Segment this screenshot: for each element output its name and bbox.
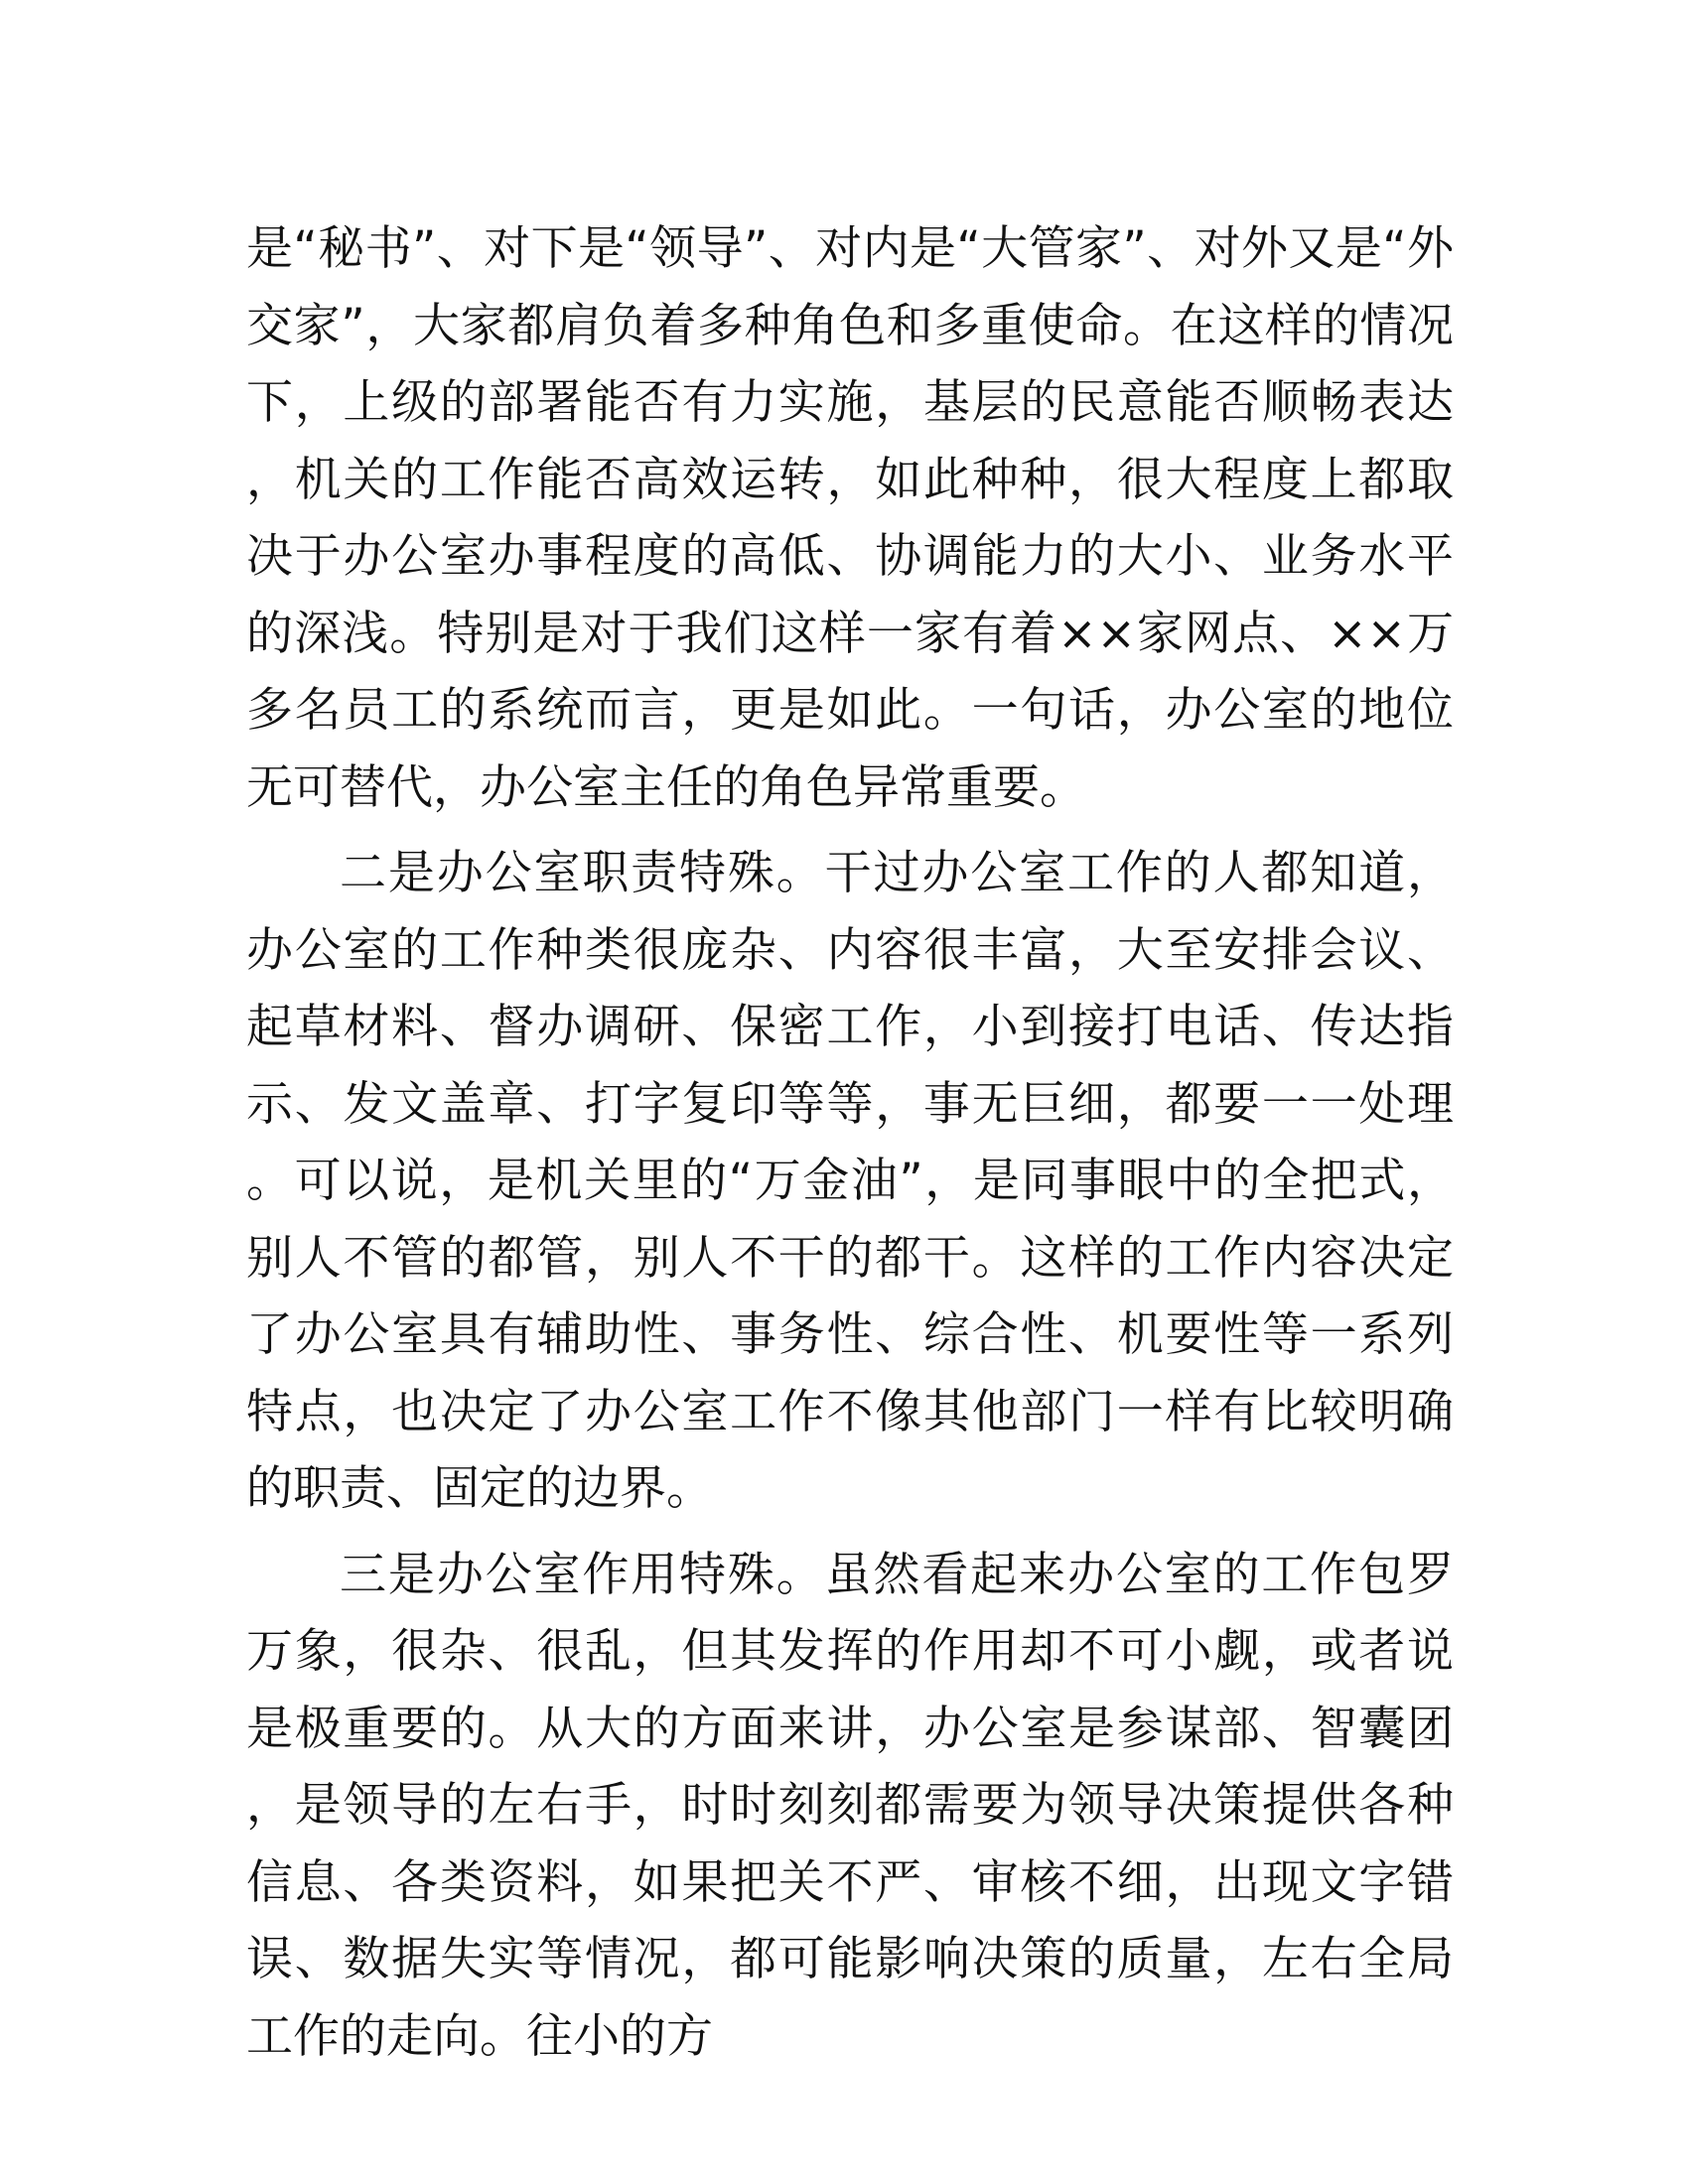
- document-body: [246, 210, 1454, 2075]
- paragraph-duties: 二是办公室职责特殊。干过办公室工作的人都知道，办公室的工作种类很庞杂、内容很丰富，大至安排会议、起草材料、督办调研、保密工作，小到接打电话、传达指示、发文盖章、打字复印等等，事无巨细，都要一一处理。可以说，是机关里的“万金油”，是同事眼中的全把式，别人不管的都管，别人不干的都干。这样的工作内容决定了办公室具有辅助性、事务性、综合性、机要性等一系列特点，也决定了办公室工作不像其他部门一样有比较明确的职责、固定的边界。: [246, 846, 1454, 1516]
- paragraph-continued: 是“秘书”、对下是“领导”、对内是“大管家”、对外又是“外交家”，大家都肩负着多种角色和多重使命。在这样的情况下，上级的部署能否有力实施，基层的民意能否顺畅表达，机关的工作能否高效运转，如此种种，很大程度上都取决于办公室办事程度的高低、协调能力的大小、业务水平的深浅。特别是对于我们这样一家有着××家网点、××万多名员工的系统而言，更是如此。一句话，办公室的地位无可替代，办公室主任的角色异常重要。: [246, 221, 1454, 815]
- paragraph-role: 三是办公室作用特殊。虽然看起来办公室的工作包罗万象，很杂、很乱，但其发挥的作用却不可小觑，或者说是极重要的。从大的方面来讲，办公室是参谋部、智囊团，是领导的左右手，时时刻刻都需要为领导决策提供各种信息、各类资料，如果把关不严、审核不细，出现文字错误、数据失实等情况，都可能影响决策的质量，左右全局工作的走向。往小的方: [246, 1547, 1454, 2064]
